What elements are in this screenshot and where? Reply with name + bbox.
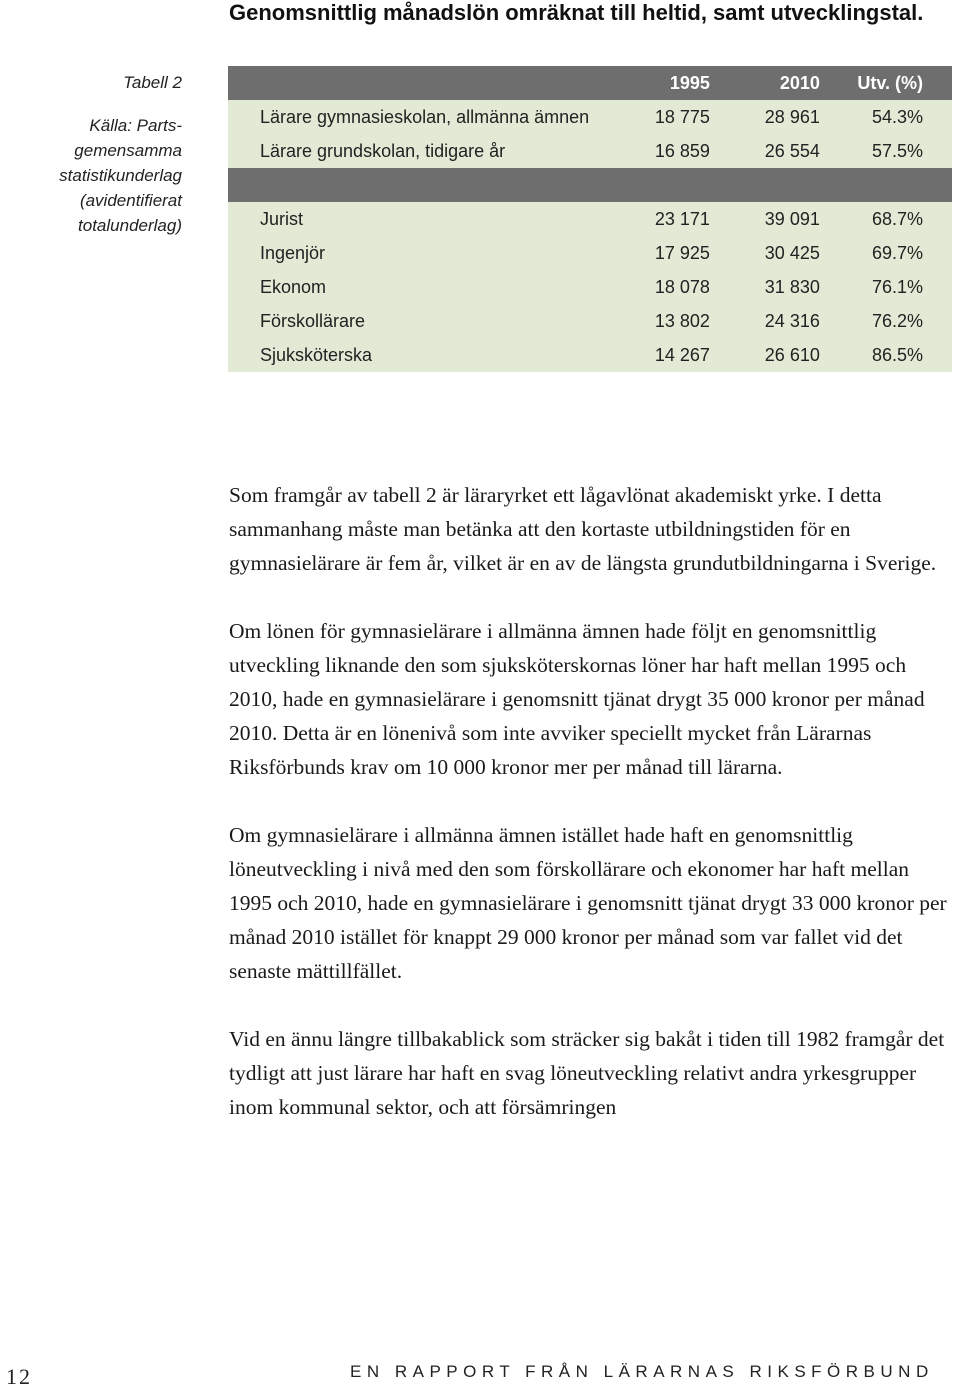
- salary-1995-cell: 17 925: [649, 236, 710, 270]
- occupation-cell: Ingenjör: [228, 236, 649, 270]
- row-pad: [923, 236, 952, 270]
- table-heading: Genomsnittlig månadslön omräknat till heltid, samt utvecklingstal.: [229, 0, 924, 25]
- source-line: gemensamma: [74, 141, 182, 160]
- header-pad: [923, 66, 952, 100]
- row-pad: [923, 270, 952, 304]
- page-number: 12: [6, 1364, 32, 1389]
- table-row: [228, 100, 952, 134]
- salary-1995-cell: 14 267: [649, 338, 710, 372]
- paragraph: Vid en ännu längre tillbakablick som sträcker sig bakåt i tiden till 1982 framgår det tydligt att just lärare har haft en svag löneutveckling relativt andra yrkesgrupper inom kommunal sektor, och att försämringen: [229, 1027, 945, 1119]
- row-pad: [923, 100, 952, 134]
- salary-2010-cell: 31 830: [710, 270, 820, 304]
- salary-1995-cell: 23 171: [649, 202, 710, 236]
- salary-1995-cell: 16 859: [649, 134, 710, 168]
- growth-cell: 76.1%: [820, 270, 923, 304]
- table-row: [228, 270, 952, 304]
- table-row: [228, 304, 952, 338]
- header-utv: Utv. (%): [820, 66, 923, 100]
- source-line: statistikunderlag: [59, 166, 182, 185]
- table-source: [20, 113, 182, 238]
- table-caption: [20, 70, 182, 238]
- growth-cell: 76.2%: [820, 304, 923, 338]
- salary-2010-cell: 24 316: [710, 304, 820, 338]
- table-row: [228, 134, 952, 168]
- table-row: [228, 338, 952, 372]
- growth-cell: 68.7%: [820, 202, 923, 236]
- row-pad: [923, 134, 952, 168]
- body-text: [229, 478, 954, 1158]
- table-row: [228, 202, 952, 236]
- paragraph: Som framgår av tabell 2 är läraryrket ett lågavlönat akademiskt yrke. I detta sammanhang måste man betänka att den kortaste utbildningstiden för en gymnasielärare är fem år, vilket är en av de längsta grundutbildningarna i Sverige.: [229, 483, 937, 575]
- occupation-cell: Jurist: [228, 202, 649, 236]
- salary-2010-cell: 26 610: [710, 338, 820, 372]
- salary-2010-cell: 39 091: [710, 202, 820, 236]
- running-footer: EN RAPPORT FRÅN LÄRARNAS RIKSFÖRBUND: [350, 1362, 934, 1381]
- salary-1995-cell: 13 802: [649, 304, 710, 338]
- header-1995: 1995: [649, 66, 710, 100]
- salary-1995-cell: 18 775: [649, 100, 710, 134]
- table-row: [228, 236, 952, 270]
- occupation-cell: Ekonom: [228, 270, 649, 304]
- salary-2010-cell: 26 554: [710, 134, 820, 168]
- paragraph: Om gymnasielärare i allmänna ämnen istället hade haft en genomsnittlig löneutveckling i nivå med den som förskollärare och ekonomer har haft mellan 1995 och 2010, hade en gymnasielärare i genomsnitt tjänat drygt 33 000 kronor per månad 2010 istället för knappt 29 000 kronor per månad som var fallet vid det senaste mättillfället.: [229, 823, 947, 983]
- occupation-cell: Lärare gymnasieskolan, allmänna ämnen: [228, 100, 649, 134]
- occupation-cell: Förskollärare: [228, 304, 649, 338]
- table-header-row: [228, 66, 952, 100]
- group-separator: [228, 168, 952, 202]
- source-line: (avidentifierat: [79, 191, 182, 210]
- salary-2010-cell: 30 425: [710, 236, 820, 270]
- row-pad: [923, 338, 952, 372]
- salary-2010-cell: 28 961: [710, 100, 820, 134]
- growth-cell: 86.5%: [820, 338, 923, 372]
- header-name: [228, 66, 649, 100]
- row-pad: [923, 202, 952, 236]
- occupation-cell: Sjuksköterska: [228, 338, 649, 372]
- source-line: totalunderlag): [78, 216, 182, 235]
- paragraph: Om lönen för gymnasielärare i allmänna ämnen hade följt en genomsnittlig utveckling liknande den som sjuksköterskornas löner har haft mellan 1995 och 2010, hade en gymnasielärare i genomsnitt tjänat drygt 35 000 kronor per månad 2010. Detta är en lönenivå som inte avviker speciellt mycket från Lärarnas Riksförbunds krav om 10 000 kronor mer per månad till lärarna.: [229, 619, 925, 779]
- growth-cell: 57.5%: [820, 134, 923, 168]
- source-line: Källa: Parts-: [89, 116, 182, 135]
- table-number: Tabell 2: [123, 73, 182, 92]
- salary-1995-cell: 18 078: [649, 270, 710, 304]
- header-2010: 2010: [710, 66, 820, 100]
- growth-cell: 54.3%: [820, 100, 923, 134]
- row-pad: [923, 304, 952, 338]
- occupation-cell: Lärare grundskolan, tidigare år: [228, 134, 649, 168]
- growth-cell: 69.7%: [820, 236, 923, 270]
- salary-table: [228, 66, 952, 372]
